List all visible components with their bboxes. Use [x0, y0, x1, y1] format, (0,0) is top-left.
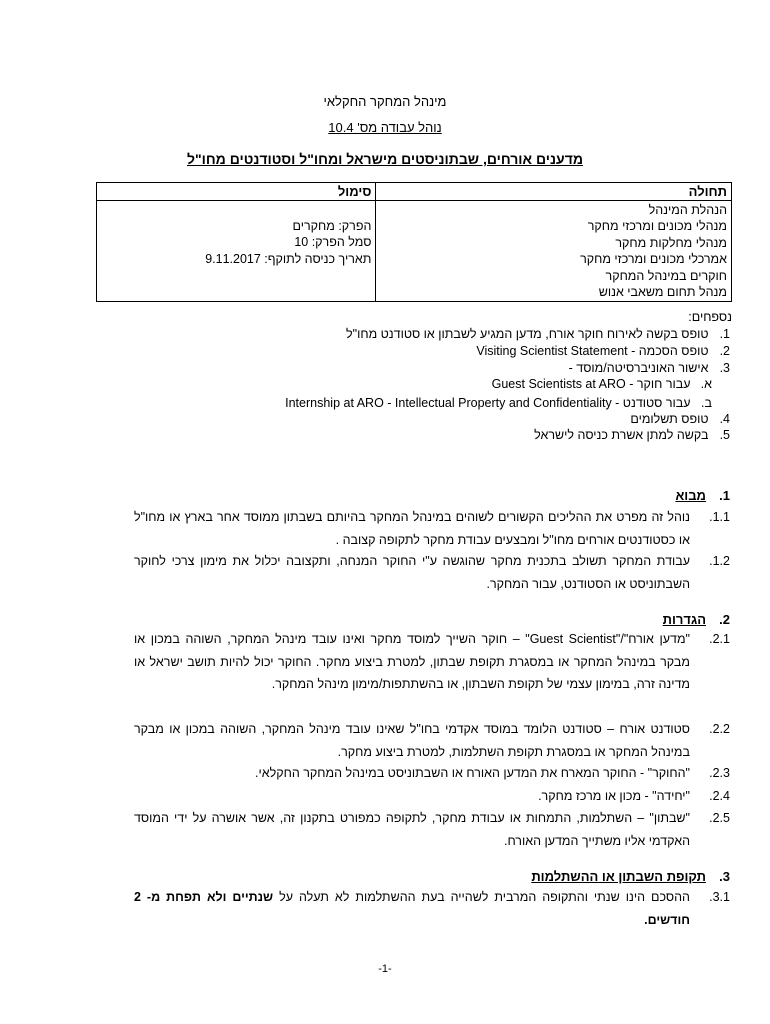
attachment-item: 3. אישור האוניברסיטה/מוסד - [568, 361, 730, 375]
applies-item: מנהל תחום משאבי אנוש [598, 285, 727, 300]
attachment-item: 4. טופס תשלומים [630, 412, 730, 426]
attachment-item: 5. בקשה למתן אשרת כניסה לישראל [534, 428, 730, 442]
symbol-item: הפרק: מחקרים [292, 219, 372, 233]
section-heading-introduction: 1.מבוא [675, 488, 730, 503]
attachments-heading: נספחים: [688, 310, 732, 324]
symbol-cell [97, 201, 376, 302]
attachment-subitem: ב. עבור סטודנט - Internship at ARO - Intellectual Property and Confidentiality [285, 396, 712, 410]
symbol-header: סימול [97, 183, 376, 201]
attachment-subitem: א. עבור חוקר - Guest Scientists at ARO [491, 377, 712, 391]
applies-header: תחולה [376, 183, 732, 201]
paragraph: 2.4. "יחידה" - מכון או מרכז מחקר. [538, 789, 730, 803]
paragraph: 1.1. נוהל זה מפרט את ההליכים הקשורים לשוהים במינהל המחקר בהיותם בשבתון ממוסד אחר בארץ או מחו"ל או כסטודנטים אורחים מחו"ל ומבצעים עבודת מחקר לתקופה קצובה . [134, 510, 730, 547]
applies-item: הנהלת המינהל [648, 203, 727, 217]
paragraph: 1.2. עבודת המחקר תשולב בתכנית מחקר שהוגשה ע"י החוקר המנחה, ותקצובה יכלול את מימון צרכי לחוקר השבתוניסט או הסטודנט, עבור המחקר. [134, 554, 730, 591]
section-heading-sabbatical-period: 3.תקופת השבתון או ההשתלמות [531, 869, 730, 884]
applies-item: אמרכלי מכונים ומרכזי מחקר [580, 252, 727, 267]
document-title: מדענים אורחים, שבתוניסטים מישראל ומחו"ל וסטודנטים מחו"ל [186, 151, 584, 167]
paragraph: 2.5. "שבתון" – השתלמות, התמחות או עבודת מחקר, לתקופה כמפורט בתקנון זה, אשר אושרה על ידי המוסד האקדמי אליו משתייך המדען האורח. [134, 811, 730, 848]
paragraph: 2.3. "החוקר" - החוקר המארח את המדען האורח או השבתוניסט במינהל המחקר החקלאי. [255, 766, 730, 780]
attachment-item: 2. טופס הסכמה - Visiting Scientist Statement [476, 344, 730, 358]
metadata-table [96, 182, 732, 302]
applies-cell [376, 201, 732, 302]
paragraph: 3.1. ההסכם הינו שנתי והתקופה המרבית לשהייה בעת ההשתלמות לא תעלה על שנתיים ולא תפחת מ- 2 חודשים. [134, 890, 730, 927]
applies-item: מנהלי מכונים ומרכזי מחקר [587, 219, 727, 234]
paragraph: 2.2. סטודנט אורח – סטודנט הלומד במוסד אקדמי בחו"ל שאינו עובד מינהל המחקר, השוהה במכון או מבקר במינהל המחקר או במסגרת תקופת השתלמות, למטרת ביצוע מחקר. [134, 722, 730, 759]
paragraph: 2.1. "מדען אורח"/"Guest Scientist" – חוקר השייך למוסד מחקר ואינו עובד מינהל המחקר, השוהה במכון או מבקר במינהל המחקר או במסגרת תקופת שבתון, למטרת ביצוע מחקר. החוקר יכול להיות תושב ישראל או מדינה זרה, במימון עצמי של תקופת השבתון, או בהשתתפות/מימון מינהל המחקר. [134, 632, 730, 691]
section-heading-definitions: 2.הגדרות [662, 612, 730, 627]
symbol-item: תאריך כניסה לתוקף: 9.11.2017 [205, 251, 372, 266]
applies-item: חוקרים במינהל המחקר [605, 268, 727, 283]
bold-emphasis: שנתיים ולא תפחת מ- 2 חודשים. [134, 890, 690, 927]
applies-item: מנהלי מחלקות מחקר [615, 235, 727, 250]
organization-name: מינהל המחקר החקלאי [323, 94, 447, 109]
page-number: -1- [378, 963, 392, 975]
procedure-number: נוהל עבודה מס' 10.4 [328, 120, 442, 135]
attachment-item: 1. טופס בקשה לאירוח חוקר אורח, מדען המגיע לשבתון או סטודנט מחו"ל [346, 327, 730, 341]
symbol-item: סמל הפרק: 10 [294, 235, 372, 250]
